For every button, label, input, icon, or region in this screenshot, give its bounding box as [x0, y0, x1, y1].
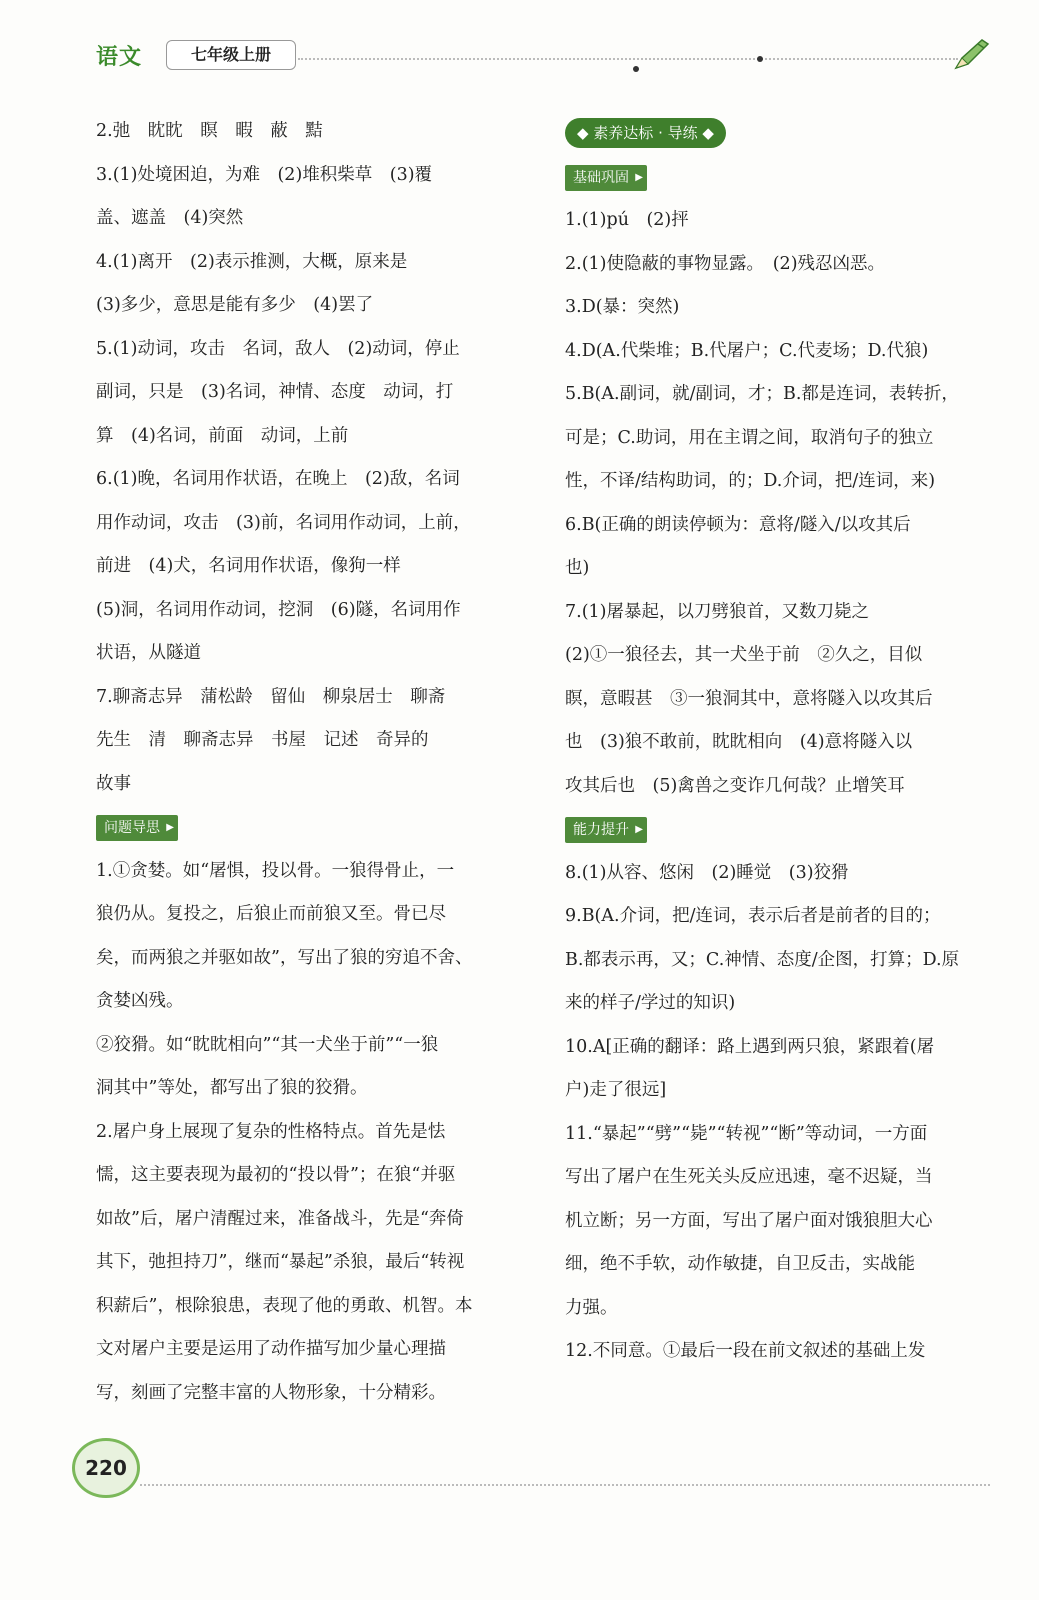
- answer-line: 矣，而两狼之并驱如故”，写出了狼的穷追不舍、: [96, 947, 473, 968]
- ability-answers: [565, 852, 995, 1374]
- answer-line: 也 (3)狼不敢前，眈眈相向 (4)意将隧入以: [565, 732, 913, 752]
- section-banner: ◆ 素养达标 · 导练 ◆: [565, 118, 726, 148]
- answer-line: 机立断；另一方面，写出了屠户面对饿狼胆大心: [565, 1210, 933, 1231]
- answer-line: 算 (4)名词，前面 动词，上前: [96, 425, 349, 446]
- answer-line: 性，不译/结构助词，的；D.介词，把/连词，来): [565, 471, 936, 491]
- answer-line: 力强。: [565, 1297, 618, 1318]
- answer-line: 7.(1)屠暴起，以刀劈狼首，又数刀毙之: [565, 601, 869, 622]
- answer-line: 先生 清 聊斋志异 书屋 记述 奇异的: [96, 730, 429, 750]
- header-divider: [298, 58, 958, 60]
- answer-line: 写出了屠户在生死关头反应迅速，毫不迟疑，当: [565, 1167, 933, 1187]
- section-title: 问题导思: [104, 820, 160, 836]
- answer-line: 前进 (4)犬，名词用作状语，像狗一样: [96, 556, 401, 576]
- answer-line: 来的样子/学过的知识): [565, 993, 736, 1013]
- page-number: 220: [72, 1438, 140, 1498]
- answer-line: 洞其中”等处，都写出了狼的狡猾。: [96, 1078, 368, 1098]
- answer-line: 12.不同意。①最后一段在前文叙述的基础上发: [565, 1341, 926, 1361]
- play-arrow-icon: ▶: [635, 824, 643, 835]
- answer-line: 1.①贪婪。如“屠惧，投以骨。一狼得骨止，一: [96, 860, 455, 881]
- answer-line: 写，刻画了完整丰富的人物形象，十分精彩。: [96, 1382, 446, 1403]
- answer-line: 4.D(A.代柴堆；B.代屠户；C.代麦场；D.代狼): [565, 340, 929, 361]
- grade-label: 七年级上册: [166, 40, 296, 70]
- right-column: [565, 110, 995, 1374]
- answer-line: 贪婪凶残。: [96, 991, 184, 1011]
- answer-line: 2.弛 眈眈 瞑 暇 蔽 黠: [96, 121, 323, 141]
- answer-line: 用作动词，攻击 (3)前，名词用作动词，上前，: [96, 512, 471, 533]
- answers-list-part1: [96, 110, 536, 806]
- answer-line: 5.(1)动词，攻击 名词，敌人 (2)动词，停止: [96, 338, 460, 359]
- answer-line: 6.(1)晚，名词用作状语，在晚上 (2)敌，名词: [96, 469, 460, 489]
- answer-line: 9.B(A.介词，把/连词，表示后者是前者的目的；: [565, 906, 941, 926]
- section-title: 能力提升: [573, 822, 629, 838]
- answer-line: 2.(1)使隐蔽的事物显露。 (2)残忍凶恶。: [565, 253, 886, 274]
- play-arrow-icon: ▶: [635, 171, 643, 183]
- header-dot: [633, 66, 639, 72]
- answer-line: 积薪后”，根除狼患，表现了他的勇敢、机智。本: [96, 1295, 473, 1316]
- answer-line: 11.“暴起”“劈”“毙”“转视”“断”等动词，一方面: [565, 1123, 928, 1144]
- section-title: 基础巩固: [573, 169, 629, 186]
- answer-line: (5)洞，名词用作动词，挖洞 (6)隧，名词用作: [96, 599, 461, 620]
- answer-line: 狼仍从。复投之，后狼止而前狼又至。骨已尽: [96, 904, 446, 924]
- answer-line: 状语，从隧道: [96, 643, 201, 663]
- answer-line: 懦，这主要表现为最初的“投以骨”；在狼“并驱: [96, 1165, 456, 1185]
- section-tag-problem-guide: [96, 815, 178, 841]
- basic-answers: [565, 199, 995, 808]
- answer-line: ②狡猾。如“眈眈相向”“其一犬坐于前”“一狼: [96, 1034, 439, 1055]
- answer-line: 副词，只是 (3)名词，神情、态度 动词，打: [96, 382, 454, 402]
- answer-line: 可是；C.助词，用在主谓之间，取消句子的独立: [565, 427, 934, 448]
- pen-icon: [952, 36, 992, 72]
- answer-line: 户)走了很远]: [565, 1080, 667, 1100]
- section-tag-ability: [565, 817, 647, 843]
- answer-line: 如故”后，屠户清醒过来，准备战斗，先是“奔倚: [96, 1208, 464, 1229]
- answer-line: 4.(1)离开 (2)表示推测，大概，原来是: [96, 251, 408, 272]
- answer-line: 3.(1)处境困迫，为难 (2)堆积柴草 (3)覆: [96, 164, 433, 185]
- answer-line: B.都表示再，又；C.神情、态度/企图，打算；D.原: [565, 949, 960, 970]
- left-column: [96, 110, 536, 1415]
- answer-line: 1.(1)pú (2)抨: [565, 210, 689, 230]
- answer-line: 5.B(A.副词，就/副词，才；B.都是连词，表转折，: [565, 384, 959, 404]
- answer-line: 3.D(暴：突然): [565, 297, 680, 317]
- answer-line: 8.(1)从容、悠闲 (2)睡觉 (3)狡猾: [565, 862, 849, 883]
- answer-line: 也): [565, 558, 590, 578]
- answer-line: 文对屠户主要是运用了动作描写加少量心理描: [96, 1339, 446, 1359]
- answer-line: 10.A[正确的翻译：路上遇到两只狼，紧跟着(屠: [565, 1036, 935, 1057]
- header-dot: [757, 56, 763, 62]
- footer-divider: [140, 1484, 990, 1486]
- answer-line: 细，绝不手软，动作敏捷，自卫反击，实战能: [565, 1254, 915, 1274]
- answer-line: 7.聊斋志异 蒲松龄 留仙 柳泉居士 聊斋: [96, 686, 446, 707]
- answers-list-part2: [96, 850, 536, 1416]
- answer-line: 6.B(正确的朗读停顿为：意将/隧入/以攻其后: [565, 514, 911, 535]
- answer-line: 瞑，意暇甚 ③一狼洞其中，意将隧入以攻其后: [565, 688, 933, 709]
- answer-line: 其下，弛担持刀”，继而“暴起”杀狼，最后“转视: [96, 1252, 465, 1272]
- answer-line: 2.屠户身上展现了复杂的性格特点。首先是怯: [96, 1121, 446, 1142]
- page-header: [0, 0, 1039, 90]
- answer-line: (3)多少，意思是能有多少 (4)罢了: [96, 295, 374, 315]
- section-tag-basic: [565, 165, 647, 191]
- answer-line: (2)①一狼径去，其一犬坐于前 ②久之，目似: [565, 645, 923, 665]
- answer-line: 盖、遮盖 (4)突然: [96, 208, 244, 228]
- subject-label: 语文: [96, 45, 143, 70]
- play-arrow-icon: ▶: [166, 822, 174, 833]
- answer-line: 故事: [96, 773, 131, 794]
- answer-line: 攻其后也 (5)禽兽之变诈几何哉？止增笑耳: [565, 775, 905, 796]
